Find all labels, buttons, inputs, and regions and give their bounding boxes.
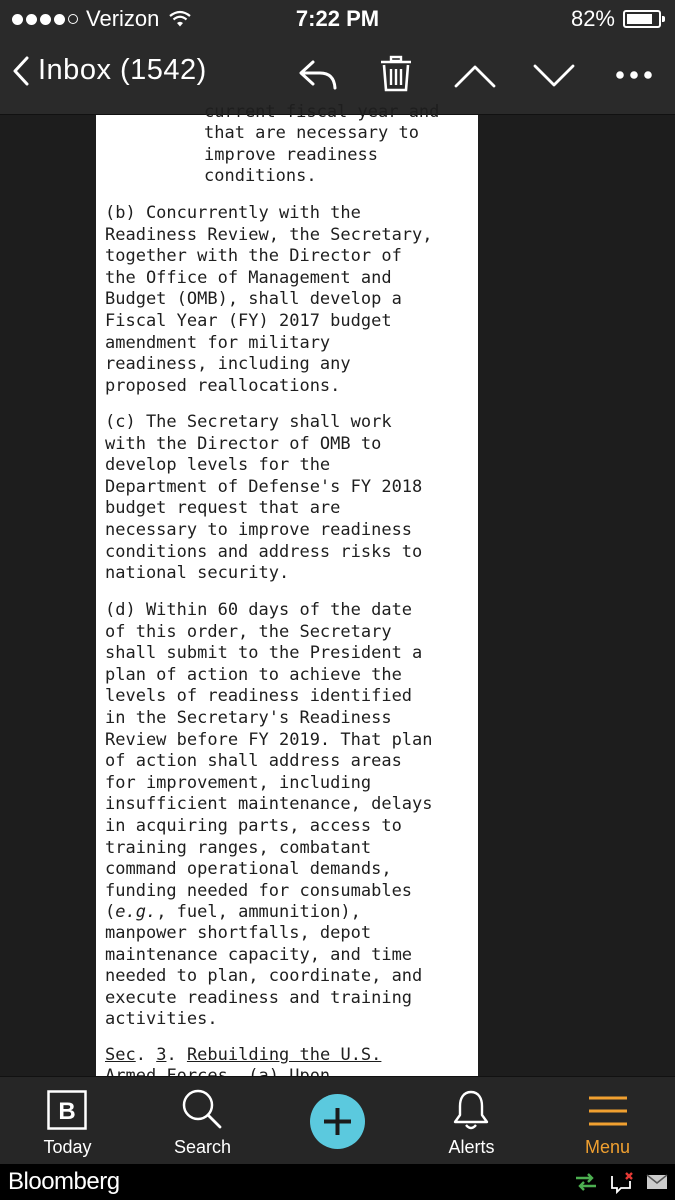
tab-search[interactable] bbox=[135, 1077, 270, 1165]
tab-alerts-label: Alerts bbox=[448, 1137, 495, 1157]
bloomberg-b-icon bbox=[47, 1090, 87, 1130]
sec-title: Rebuilding the U.S. bbox=[186, 1045, 382, 1065]
document-page bbox=[96, 102, 478, 1076]
search-icon bbox=[181, 1088, 223, 1130]
mail-icon bbox=[646, 1174, 668, 1190]
bottom-tab-bar bbox=[0, 1076, 675, 1165]
clipped-top-line: current fiscal year and bbox=[204, 102, 440, 122]
tab-menu[interactable] bbox=[540, 1077, 675, 1165]
bloomberg-status-bar bbox=[0, 1164, 675, 1200]
back-chevron-icon bbox=[12, 55, 30, 87]
trash-icon[interactable] bbox=[380, 56, 412, 92]
carrier-name: Verizon bbox=[86, 6, 160, 31]
clock: 7:22 PM bbox=[295, 6, 380, 31]
paragraph-a-tail: that are necessary to improve readiness conditions. bbox=[204, 123, 419, 187]
next-down-icon[interactable] bbox=[533, 64, 575, 88]
status-bar bbox=[0, 0, 675, 38]
tab-search-label: Search bbox=[173, 1137, 232, 1157]
eg-text: e.g. bbox=[115, 902, 157, 922]
paragraph-b: (b) Concurrently with the Readiness Review, the Secretary, together with the Director of the Office of Management and Budget (OMB), shall develop a Fiscal Year (FY) 2017 budget amendment for military readiness, including any proposed reallocations. bbox=[105, 203, 433, 396]
paragraph-d-continued: manpower shortfalls, depot maintenance capacity, and time needed to plan, coordinate, and execute readiness and training activities. bbox=[105, 923, 423, 1030]
tab-today-label: Today bbox=[43, 1137, 92, 1157]
paragraph-d-example-line: (e.g., fuel, ammunition), bbox=[105, 902, 361, 922]
plus-icon bbox=[323, 1107, 352, 1136]
tab-menu-label: Menu bbox=[584, 1137, 631, 1157]
tab-today[interactable] bbox=[0, 1077, 135, 1165]
paragraph-d: (d) Within 60 days of the date of this order, the Secretary shall submit to the President a plan of action to achieve the levels of readiness identified in the Secretary's Readiness Review before FY 2019. That plan of action shall address areas for improvement, including insufficient maintenance, delays in acquiring parts, access to training ranges, combatant command operational demands, funding needed for consumables bbox=[105, 600, 433, 901]
paragraph-c: (c) The Secretary shall work with the Director of OMB to develop levels for the Department of Defense's FY 2018 budget request that are necessary to improve readiness conditions and address risks to national security. bbox=[105, 412, 423, 584]
bell-icon bbox=[452, 1089, 490, 1131]
inbox-label: Inbox (1542) bbox=[38, 54, 207, 86]
message-toolbar bbox=[0, 48, 675, 108]
sync-arrows-icon bbox=[575, 1173, 597, 1191]
top-bar bbox=[0, 0, 675, 115]
menu-icon bbox=[588, 1095, 628, 1127]
battery-group bbox=[571, 6, 661, 32]
tab-alerts[interactable] bbox=[404, 1077, 539, 1165]
document-viewer[interactable] bbox=[0, 102, 675, 1076]
sec-number: 3 bbox=[156, 1045, 167, 1065]
section-3-heading: Sec. 3. Rebuilding the U.S. bbox=[105, 1045, 382, 1065]
add-button[interactable] bbox=[310, 1094, 365, 1149]
more-icon[interactable] bbox=[615, 70, 653, 80]
battery-percent: 82% bbox=[570, 6, 615, 31]
message-error-icon bbox=[610, 1171, 636, 1193]
battery-icon bbox=[623, 10, 661, 28]
previous-up-icon[interactable] bbox=[454, 64, 496, 88]
reply-icon[interactable] bbox=[298, 58, 338, 92]
bloomberg-logo: Bloomberg bbox=[8, 1168, 120, 1195]
eg-rest: , fuel, ammunition), bbox=[156, 902, 361, 922]
svg-text:B: B bbox=[58, 1098, 76, 1125]
sec-word: Sec bbox=[105, 1045, 136, 1065]
back-to-inbox-button[interactable] bbox=[12, 54, 207, 87]
